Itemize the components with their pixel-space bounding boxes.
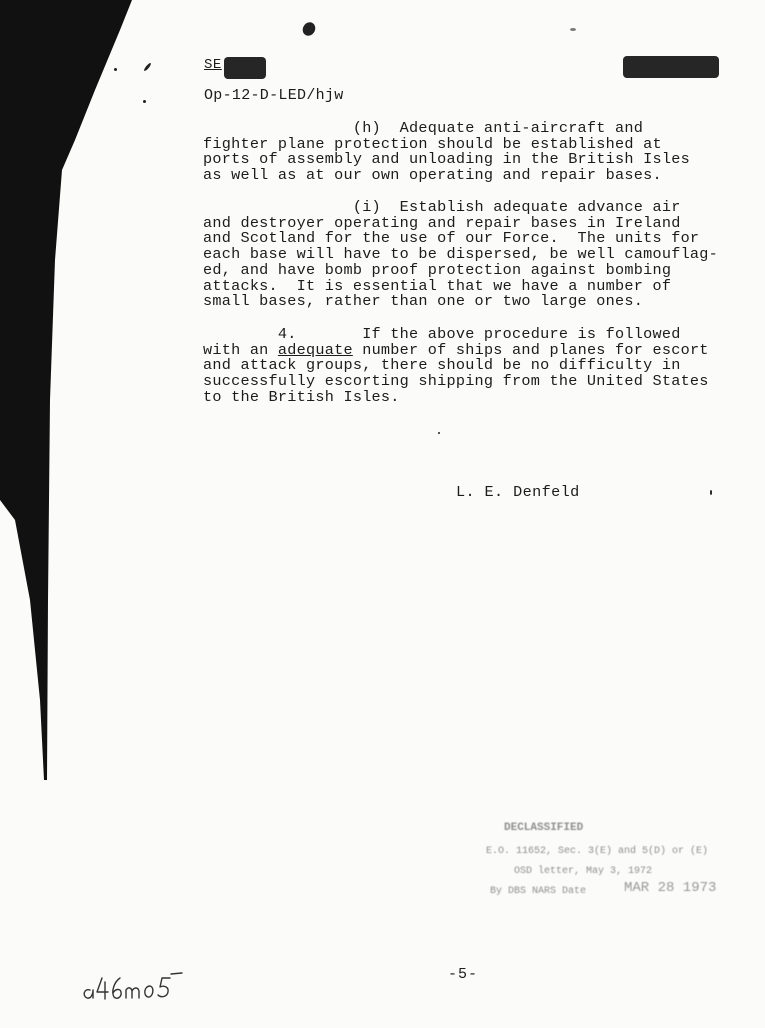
classification-marking xyxy=(204,57,222,73)
paragraph-line: ed, and have bomb proof protection against bombing xyxy=(203,260,672,279)
redaction-mark-left xyxy=(224,57,266,79)
ink-speck xyxy=(570,28,576,31)
line-text: number of ships and planes for escort xyxy=(352,340,709,359)
paragraph-i xyxy=(203,200,723,310)
paragraph-line: as well as at our own operating and repair bases. xyxy=(203,166,662,185)
stamp-line: E.O. 11652, Sec. 3(E) and 5(D) or (E) xyxy=(486,846,709,857)
stamp-date: MAR 28 1973 xyxy=(624,880,717,896)
handwritten-annotation xyxy=(78,962,188,1006)
paragraph-h xyxy=(203,121,723,184)
redaction-mark-right xyxy=(623,56,719,78)
paragraph-line: (h) Adequate anti-aircraft and xyxy=(203,119,644,137)
line-text: with an xyxy=(203,340,278,359)
stamp-line: By DBS NARS Date xyxy=(490,886,587,897)
paragraph-line: and destroyer operating and repair bases in Ireland xyxy=(203,213,681,232)
page-number: -5- xyxy=(448,966,479,983)
ink-speck xyxy=(710,490,712,495)
paragraph-line: (i) Establish adequate advance air xyxy=(203,198,681,216)
stamp-title: DECLASSIFIED xyxy=(504,822,584,834)
ink-speck xyxy=(438,432,440,434)
paragraph-line: small bases, rather than one or two large ones. xyxy=(203,292,644,311)
paragraph-line: attacks. It is essential that we have a number of xyxy=(203,276,672,295)
paragraph-line: fighter plane protection should be established at xyxy=(203,134,662,153)
ink-speck xyxy=(143,100,146,103)
office-reference: Op-12-D-LED/hjw xyxy=(204,87,344,104)
ink-speck xyxy=(300,20,317,38)
classification-text: SE xyxy=(204,57,222,73)
paragraph-line: and Scotland for the use of our Force. The units for xyxy=(203,229,700,248)
paragraph-line: each base will have to be dispersed, be well camouflag- xyxy=(203,245,719,264)
paragraph-line: to the British Isles. xyxy=(203,387,400,406)
scan-edge-shadow xyxy=(0,0,140,1028)
stamp-line: OSD letter, May 3, 1972 xyxy=(514,866,653,877)
ink-speck xyxy=(143,62,152,72)
paragraph-line: ports of assembly and unloading in the British Isles xyxy=(203,150,690,169)
paragraph-line: successfully escorting shipping from the United States xyxy=(203,372,709,391)
paragraph-line: 4. If the above procedure is followed xyxy=(203,325,681,343)
paragraph-line: and attack groups, there should be no difficulty in xyxy=(203,356,681,375)
ink-speck xyxy=(114,68,117,71)
underlined-word: adequate xyxy=(277,340,353,359)
declassification-stamp xyxy=(486,822,726,918)
signature-name: L. E. Denfeld xyxy=(456,483,580,501)
paragraph-4 xyxy=(203,327,723,406)
